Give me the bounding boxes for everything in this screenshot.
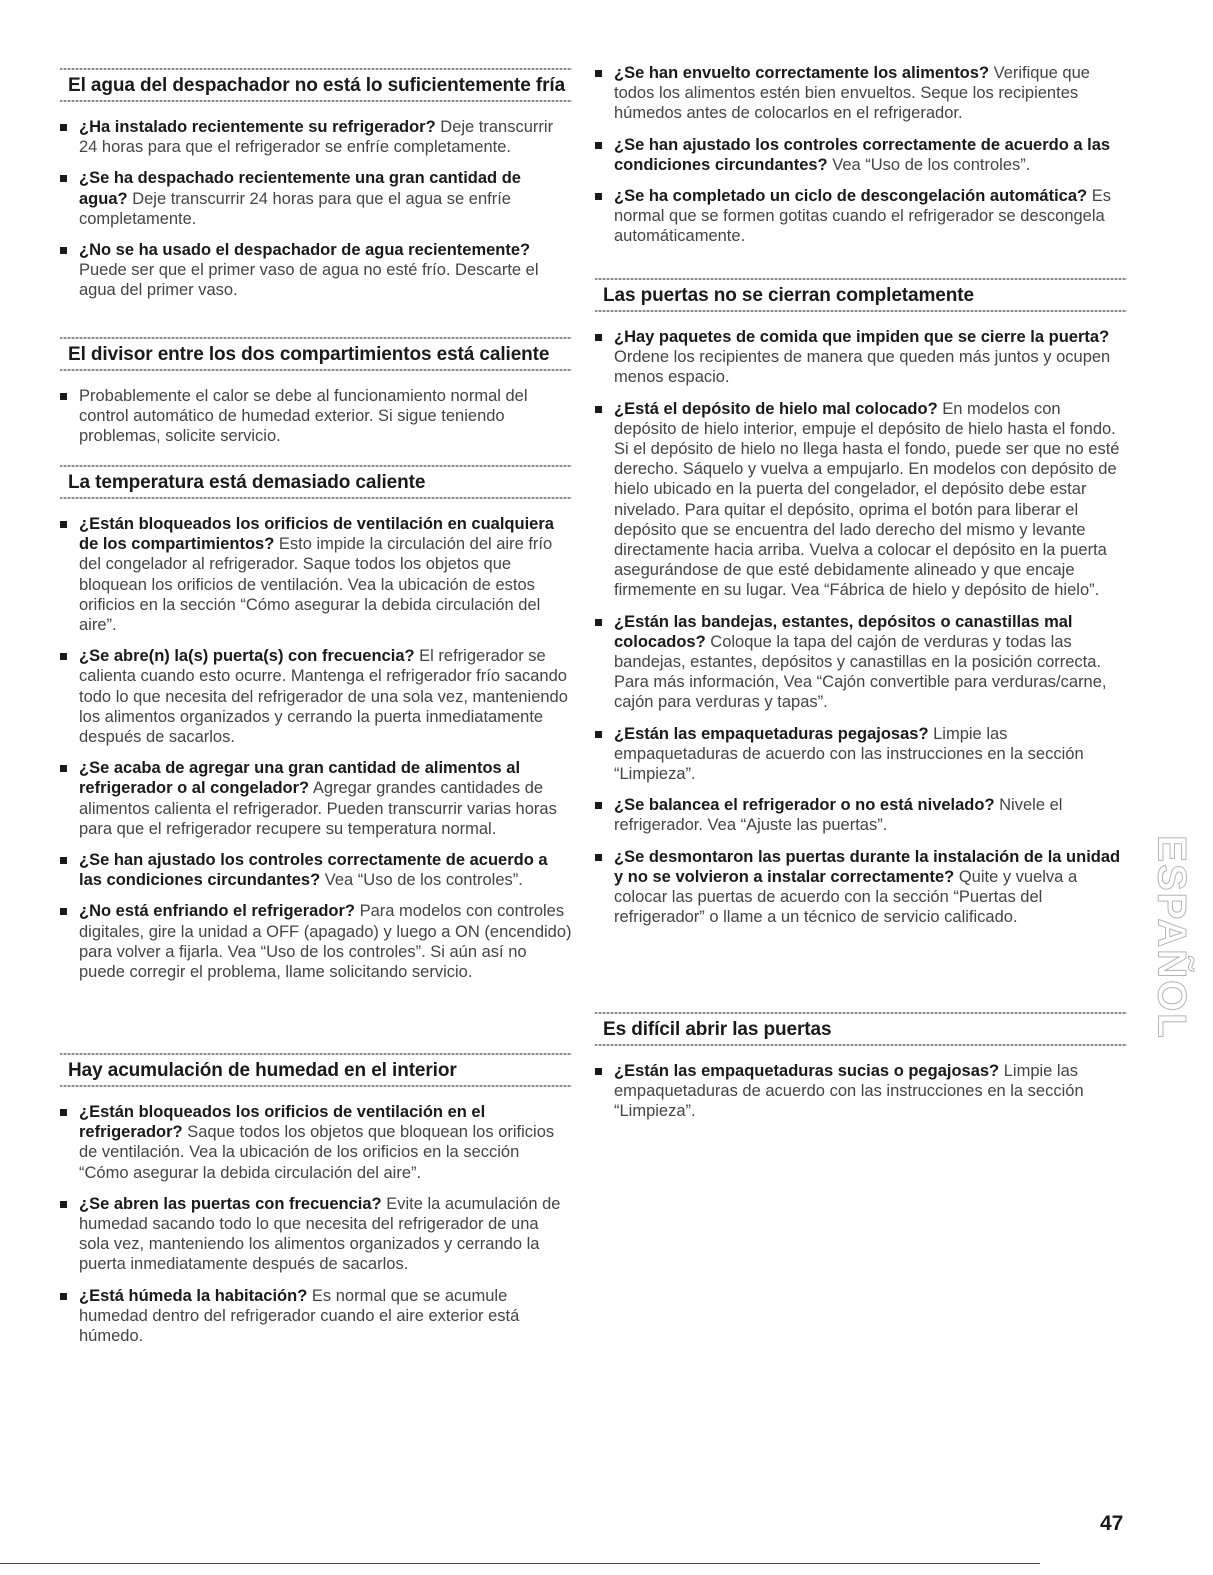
item-question: ¿Están bloqueados los orificios de ventilación en cualquiera de los compartimientos? xyxy=(79,515,554,554)
section-heading: La temperatura está demasiado caliente xyxy=(68,472,426,493)
bullet-icon xyxy=(60,1109,67,1116)
troubleshooting-item xyxy=(60,758,572,839)
troubleshooting-item xyxy=(60,240,572,301)
troubleshooting-item xyxy=(595,327,1127,388)
troubleshooting-item xyxy=(60,850,572,890)
section-divider xyxy=(60,100,572,102)
troubleshooting-item xyxy=(60,1194,572,1275)
bullet-icon xyxy=(595,334,602,341)
item-question: ¿Están las empaquetaduras pegajosas? xyxy=(614,724,929,743)
bullet-icon xyxy=(60,521,67,528)
item-question: ¿Están bloqueados los orificios de ventilación en el refrigerador? xyxy=(79,1103,486,1142)
item-question: ¿Ha instalado recientemente su refrigerador? xyxy=(79,118,436,136)
item-answer: Vea “Uso de los controles”. xyxy=(324,871,523,890)
troubleshooting-item xyxy=(60,117,572,157)
language-side-tab xyxy=(1147,810,1195,1065)
item-list xyxy=(60,514,572,982)
item-answer: Para modelos con controles digitales, gire la unidad a OFF (apagado) y luego a ON (encendido) para volver a fijarla. Vea “Uso de los controles”. Si aún así no puede corregir el problema, llame solicitando servicio. xyxy=(79,902,572,982)
item-answer: Saque todos los objetos que bloquean los orificios de ventilación. Vea la ubicación de los orificios en la sección “Cómo asegurar la debida circulación del aire”. xyxy=(79,1123,555,1182)
item-question: ¿Hay paquetes de comida que impiden que se cierre la puerta? xyxy=(614,328,1110,346)
troubleshooting-item xyxy=(60,646,572,747)
item-question: ¿Se ha completado un ciclo de descongelación automática? xyxy=(614,187,1088,206)
bullet-icon xyxy=(595,731,602,738)
item-answer: Agregar grandes cantidades de alimentos calienta el refrigerador. Pueden transcurrir varias horas para que el refrigerador recupere su temperatura normal. xyxy=(79,779,557,838)
troubleshooting-item xyxy=(60,1102,572,1183)
item-answer: En modelos con depósito de hielo interior, empuje el depósito de hielo hasta el fondo. Si el depósito de hielo no llega hasta el fondo, puede ser que no esté derecho. Sáquelo y vuelva a empujarlo. En modelos con depósito de hielo ubicado en la puerta del congelador, el depósito debe estar nivelado. Para quitar el depósito, oprima el botón para liberar el depósito que se encuentra del lado derecho del mismo y levante directamente hacia arriba. Vuelva a colocar el depósito en la puerta asegurándose de que esté debidamente alineado y que encaje firmemente en su lugar. Vea “Fábrica de hielo y depósito de hielo”. xyxy=(614,399,1120,600)
section-heading: Las puertas no se cierran completamente xyxy=(603,285,974,306)
item-question: ¿Está el depósito de hielo mal colocado? xyxy=(614,399,938,418)
item-answer: Vea “Uso de los controles”. xyxy=(832,155,1031,174)
item-answer: Esto impide la circulación del aire frío del congelador al refrigerador. Saque todos los objetos que bloquean los orificios de ventilación. Vea la ubicación de estos orificios en la sección “Cómo asegurar la debida circulación del aire”. xyxy=(79,535,553,635)
troubleshooting-item xyxy=(60,168,572,229)
item-answer: Verifique que todos los alimentos estén bien envueltos. Seque los recipientes húmedos antes de colocarlos en el refrigerador. xyxy=(614,64,1090,123)
item-list xyxy=(60,1102,572,1346)
item-question: ¿Están las bandejas, estantes, depósitos o canastillas mal colocados? xyxy=(614,612,1073,651)
troubleshooting-item xyxy=(60,1286,572,1347)
section-divider xyxy=(595,310,1127,312)
item-question: ¿Se ha despachado recientemente una gran cantidad de agua? xyxy=(79,169,521,208)
item-question: ¿Está húmeda la habitación? xyxy=(79,1286,308,1305)
item-answer: Es normal que se formen gotitas cuando el refrigerador se descongela automáticamente. xyxy=(614,187,1111,246)
bullet-icon xyxy=(595,70,602,77)
section-heading: Hay acumulación de humedad en el interior xyxy=(68,1060,457,1081)
item-question: ¿Se han ajustado los controles correctamente de acuerdo a las condiciones circundantes? xyxy=(614,135,1111,174)
section-moisture-buildup xyxy=(60,1053,572,1357)
item-list xyxy=(595,63,1127,247)
item-list xyxy=(60,117,572,301)
bullet-icon xyxy=(595,1068,602,1075)
bullet-icon xyxy=(60,765,67,772)
item-question: ¿No está enfriando el refrigerador? xyxy=(79,902,355,921)
section-moisture-buildup-continued xyxy=(595,63,1127,258)
bullet-icon xyxy=(60,1201,67,1208)
item-answer: El refrigerador se calienta cuando esto ocurre. Mantenga el refrigerador frío sacando todo lo que necesita del refrigerador de una sola vez, manteniendo los alimentos organizados y cerrando la puerta inmediatamente después de sacarlos. xyxy=(79,647,568,747)
item-question: ¿Se han envuelto correctamente los alimentos? xyxy=(614,64,990,82)
item-question: ¿Se abre(n) la(s) puerta(s) con frecuencia? xyxy=(79,647,415,666)
item-answer: Es normal que se acumule humedad dentro del refrigerador cuando el aire exterior está húmedo. xyxy=(79,1286,520,1346)
item-question: ¿No se ha usado el despachador de agua recientemente? xyxy=(79,241,531,260)
item-question: ¿Se balancea el refrigerador o no está nivelado? xyxy=(614,796,995,815)
bullet-icon xyxy=(595,854,602,861)
item-answer: Coloque la tapa del cajón de verduras y todas las bandejas, estantes, depósitos y canastillas en la posición correcta. Para más información, Vea “Cajón convertible para verduras/carne, cajón para verduras y tapas”. xyxy=(614,632,1107,712)
section-divider xyxy=(60,497,572,499)
bullet-icon xyxy=(60,857,67,864)
section-heading: El divisor entre los dos compartimientos está caliente xyxy=(68,344,550,365)
page-number: 47 xyxy=(1100,1512,1124,1535)
bullet-icon xyxy=(60,393,67,400)
item-answer: Limpie las empaquetaduras de acuerdo con las instrucciones en la sección “Limpieza”. xyxy=(614,1062,1084,1121)
section-divider xyxy=(60,369,572,371)
item-answer: Nivele el refrigerador. Vea “Ajuste las puertas”. xyxy=(614,796,1063,835)
troubleshooting-item xyxy=(595,724,1127,785)
troubleshooting-item xyxy=(60,386,572,447)
item-answer: Limpie las empaquetaduras de acuerdo con las instrucciones en la sección “Limpieza”. xyxy=(614,724,1084,784)
section-divider-warm xyxy=(60,337,572,458)
item-answer: Evite la acumulación de humedad sacando todo lo que necesita del refrigerador de una sola vez, manteniendo los alimentos organizados y cerrando la puerta inmediatamente después de sacarlos. xyxy=(79,1194,561,1274)
section-doors-hard-to-open xyxy=(595,1012,1127,1133)
item-answer: Puede ser que el primer vaso de agua no esté frío. Descarte el agua del primer vaso. xyxy=(79,261,539,300)
item-answer: Deje transcurrir 24 horas para que el agua se enfríe completamente. xyxy=(79,189,511,228)
troubleshooting-item xyxy=(595,186,1127,247)
item-question: ¿Se desmontaron las puertas durante la instalación de la unidad y no se volvieron a instalar correctamente? xyxy=(614,847,1121,886)
troubleshooting-item xyxy=(595,847,1127,928)
section-divider xyxy=(595,1044,1127,1046)
bullet-icon xyxy=(60,124,67,131)
troubleshooting-item xyxy=(60,901,572,982)
troubleshooting-item xyxy=(595,795,1127,835)
troubleshooting-item xyxy=(595,1061,1127,1122)
bullet-icon xyxy=(595,142,602,149)
section-heading: El agua del despachador no está lo suficientemente fría xyxy=(68,75,566,96)
bullet-icon xyxy=(60,175,67,182)
bullet-icon xyxy=(595,802,602,809)
language-side-tab-label: ESPAÑOL xyxy=(1149,835,1194,1040)
item-question: ¿Se acaba de agregar una gran cantidad de alimentos al refrigerador o al congelador? xyxy=(79,759,521,798)
item-answer: Ordene los recipientes de manera que queden más juntos y ocupen menos espacio. xyxy=(614,348,1111,387)
troubleshooting-item xyxy=(595,63,1127,124)
item-answer: Quite y vuelva a colocar las puertas de acuerdo con la sección “Puertas del refrigerador” o llame a un técnico de servicio calificado. xyxy=(614,867,1078,927)
bullet-icon xyxy=(60,1293,67,1300)
bullet-icon xyxy=(60,653,67,660)
item-list xyxy=(595,327,1127,927)
item-question: ¿Están las empaquetaduras sucias o pegajosas? xyxy=(614,1062,1000,1080)
bullet-icon xyxy=(60,247,67,254)
bullet-icon xyxy=(595,406,602,413)
item-list xyxy=(595,1061,1127,1122)
troubleshooting-item xyxy=(595,612,1127,713)
troubleshooting-item xyxy=(595,135,1127,175)
bottom-divider xyxy=(0,1563,1040,1564)
item-list xyxy=(60,386,572,447)
item-question: ¿Se abren las puertas con frecuencia? xyxy=(79,1194,382,1213)
bullet-icon xyxy=(595,193,602,200)
item-question: ¿Se han ajustado los controles correctamente de acuerdo a las condiciones circundantes? xyxy=(79,851,548,890)
bullet-icon xyxy=(60,908,67,915)
section-heading: Es difícil abrir las puertas xyxy=(603,1019,832,1040)
item-answer: Probablemente el calor se debe al funcionamiento normal del control automático de humedad exterior. Si sigue teniendo problemas, solicite servicio. xyxy=(79,387,528,446)
bullet-icon xyxy=(595,619,602,626)
section-divider xyxy=(60,1085,572,1087)
troubleshooting-item xyxy=(595,399,1127,601)
item-answer: Deje transcurrir 24 horas para que el refrigerador se enfríe completamente. xyxy=(79,118,554,157)
section-temperature-too-warm xyxy=(60,465,572,993)
section-water-not-cold xyxy=(60,68,572,312)
section-doors-dont-close xyxy=(595,278,1127,938)
troubleshooting-item xyxy=(60,514,572,635)
